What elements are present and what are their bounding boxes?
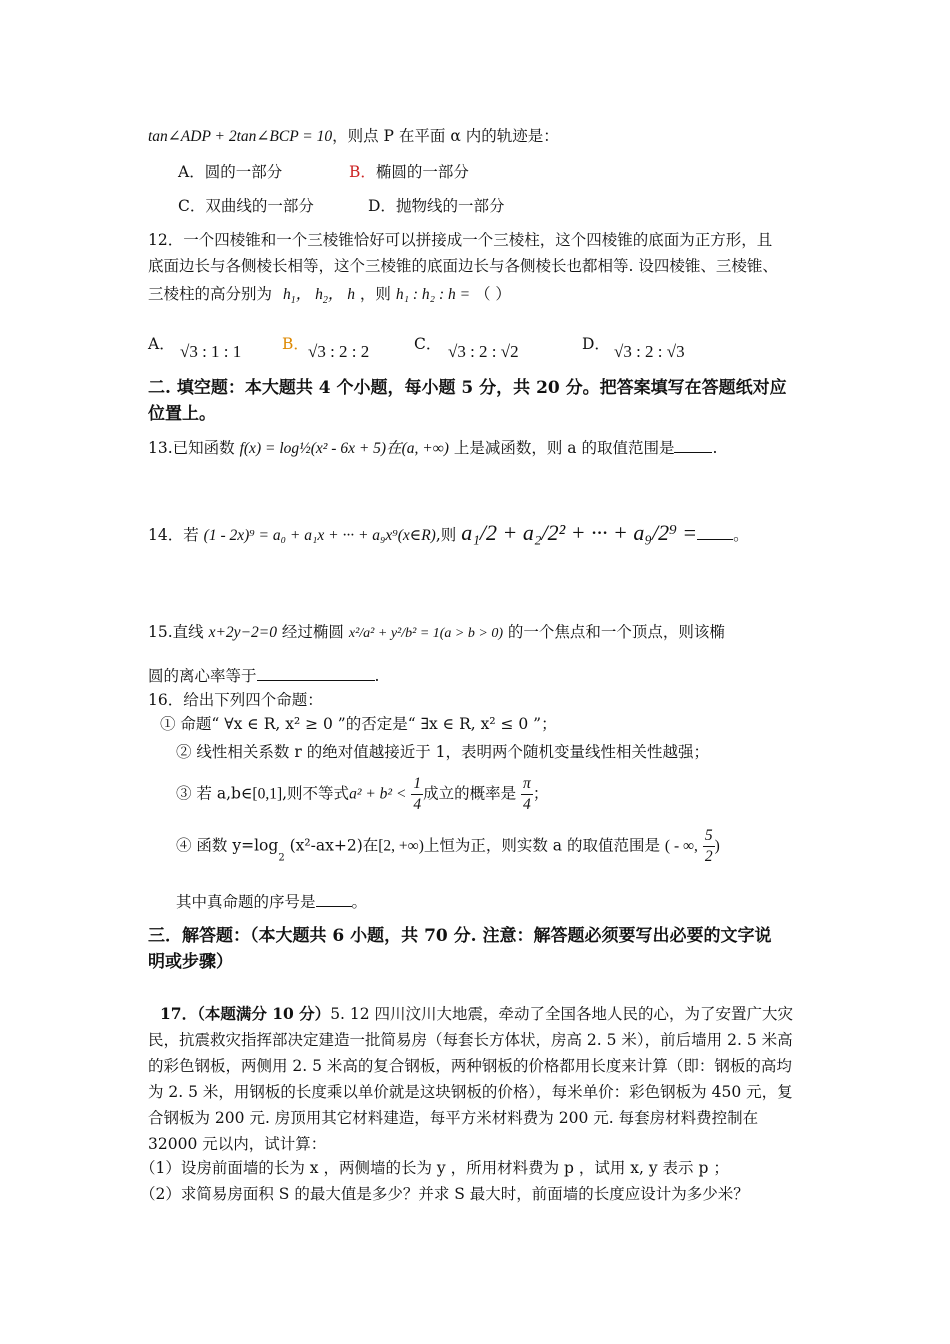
q14-end: 。 [733, 526, 749, 544]
q16-p3-probability: $\frac{\pi}{4}$ [523, 775, 531, 813]
q17-line2: 民，抗震救灾指挥部决定建造一批简易房（每套长方体状，房高 2. 5 米），前后墙用 2. 5 米高 [148, 1031, 793, 1049]
q15-mid: 经过椭圆 [281, 623, 344, 641]
q16-proposition-4 [176, 826, 720, 869]
q13-answer-blank[interactable] [674, 452, 712, 453]
q16-p3-interval: [0,1] [252, 785, 283, 803]
q14-sum: a₁/2 + a₂/2² + ··· + a₉/2⁹ = [461, 520, 698, 545]
q12-option-d-value: √3 : 2 : √3 [614, 342, 685, 361]
q12-ratio: h₁ : h₂ : h = [395, 286, 471, 303]
q15-line2 [148, 666, 379, 686]
q16-p4-range-fraction: $\frac{5}{2}$ [704, 827, 713, 865]
q17-line1-text: 5. 12 四川汶川大地震，牵动了全国各地人民的心，为了安置广大灾 [330, 1005, 794, 1023]
q16-p3-fraction: $\frac{1}{4}$ [413, 775, 422, 813]
q16-p4-base: 2 [278, 852, 285, 864]
option-text: 抛物线的一部分 [395, 197, 505, 215]
option-label: D． [368, 197, 396, 215]
q16-proposition-3 [176, 774, 548, 815]
q12-line2: 底面边长与各侧棱长相等，这个三棱锥的底面边长与各侧棱长也都相等. 设四棱锥、三棱锥、 [148, 257, 778, 275]
q15-line1 [148, 622, 725, 644]
q16-proposition-1: ① 命题“ ∀x ∈ R, x² ≥ 0 ”的否定是“ ∃x ∈ R, x² ≤ 0 ”； [160, 715, 557, 733]
q11-option-b [349, 162, 469, 182]
q16-conclusion-end: 。 [351, 893, 368, 911]
section2-heading-line1: 二. 填空题：本大题共 4 个小题，每小题 5 分，共 20 分。把答案填写在答题纸对应 [148, 378, 787, 398]
q15-pre: 15.直线 [148, 623, 204, 641]
q17-line5: 合钢板为 200 元. 房顶用其它材料建造，每平方米材料费为 200 元. 每套房材料费控制在 [148, 1109, 759, 1127]
q12-line3-pre: 三棱柱的高分别为 [148, 285, 273, 303]
q17-label: 17．（本题满分 10 分） [160, 1004, 331, 1023]
q15-ellipse: x²/a² + y²/b² = 1(a > b > 0) [348, 626, 503, 641]
q16-p3-mid: ,则不等式 [282, 784, 350, 803]
q11-formula: tan∠ADP + 2tan∠BCP = 10 [148, 128, 333, 145]
q12-paren: （ ） [475, 285, 511, 303]
q16-conclusion-text: 其中真命题的序号是 [176, 893, 316, 911]
option-label: A． [178, 163, 205, 181]
q17-sub1: （1）设房前面墙的长为 x ，两侧墙的长为 y ，所用材料费为 p ，试用 x, y 表示 p ； [140, 1159, 729, 1177]
q16-p4-range-pre: ( - ∞, [664, 837, 698, 855]
q11-option-d [368, 196, 504, 216]
q11-option-c [178, 196, 314, 216]
section2-heading-line2: 位置上。 [148, 404, 216, 424]
q11-option-a [178, 162, 282, 182]
q11-condition [148, 126, 559, 147]
option-label: A． [148, 335, 175, 353]
q16-answer-blank[interactable] [316, 906, 352, 907]
option-text: 椭圆的一部分 [375, 163, 469, 181]
q16-p4-pre: ④ 函数 y=log [176, 836, 279, 855]
q12-option-b: B． [282, 335, 309, 353]
q17-line1 [160, 1004, 793, 1024]
q14-answer-blank[interactable] [697, 539, 733, 540]
q11-text: ，则点 P 在平面 α 内的轨迹是： [332, 127, 559, 145]
q17-line3: 的彩色钢板，两侧用 2. 5 米高的复合钢板，两种钢板的价格都用长度来计算（即：钢板的高均 [148, 1057, 792, 1075]
q16-p3-text: 成立的概率是 [423, 784, 517, 803]
section3-heading-line2: 明或步骤） [148, 952, 233, 972]
q15-line-eq: x+2y−2=0 [208, 624, 277, 641]
q16-conclusion [176, 892, 367, 912]
option-label: C． [178, 197, 206, 215]
q17-line6: 32000 元以内，试计算： [148, 1135, 327, 1153]
q14-mid: ,则 [435, 526, 457, 544]
q16-proposition-2: ② 线性相关系数 r 的绝对值越接近于 1，表明两个随机变量线性相关性越强； [176, 743, 709, 761]
q16-title: 16．给出下列四个命题： [148, 691, 323, 709]
q12-option-a-value: √3 : 1 : 1 [180, 342, 242, 361]
q16-p3-inequality: a² + b² < [349, 785, 407, 803]
q12-line1: 12．一个四棱锥和一个三棱锥恰好可以拼接成一个三棱柱，这个四棱锥的底面为正方形，且 [148, 231, 773, 249]
q13-end: . [712, 439, 718, 457]
q13-post: 上是减函数，则 a 的取值范围是 [453, 439, 675, 457]
section3-heading-line1: 三．解答题：（本大题共 6 小题，共 70 分. 注意：解答题必须要写出必要的文字说 [148, 926, 772, 946]
q16-p3-pre: ③ 若 a,b∈ [176, 784, 253, 803]
q14 [148, 518, 749, 551]
q14-formula: (1 - 2x)⁹ = a₀ + a₁x + ··· + a₉x⁹(x∈R) [203, 527, 436, 544]
q12-option-a [148, 334, 175, 354]
q15-end: . [374, 667, 380, 685]
q15-line2-text: 圆的离心率等于 [148, 667, 257, 685]
q13-pre: 13.已知函数 [148, 439, 235, 457]
q12-option-c-value: √3 : 2 : √2 [448, 342, 519, 361]
q15-answer-blank[interactable] [257, 680, 375, 681]
q16-p3-end: ； [532, 784, 549, 803]
q16-p4-arg: (x²-ax+2)在 [289, 836, 379, 855]
option-text: 圆的一部分 [204, 163, 283, 181]
q13-formula: f(x) = log½(x² - 6x + 5)在(a, +∞) [239, 440, 449, 457]
q17-sub2: （2）求简易房面积 S 的最大值是多少？并求 S 最大时，前面墙的长度应设计为多少米？ [140, 1185, 749, 1203]
q12-line3: 三棱柱的高分别为 $h_1$， $h_2$， h ，则 h₁ : h₂ : h = （ ） [148, 285, 511, 307]
q15-post: 的一个焦点和一个顶点，则该椭 [507, 623, 725, 641]
q16-p4-range-post: ) [714, 837, 720, 855]
q16-p4-interval: [2, +∞) [378, 837, 424, 855]
option-text: 双曲线的一部分 [205, 197, 314, 215]
option-label: B． [349, 163, 376, 181]
q17-line4: 为 2. 5 米，用钢板的长度乘以单价就是这块钢板的价格），每米单价：彩色钢板为 450 元，复 [148, 1083, 793, 1101]
q16-p4-mid: 上恒为正，则实数 a 的取值范围是 [423, 836, 660, 855]
q12-option-b-value: √3 : 2 : 2 [308, 342, 370, 361]
q12-option-c: C． [414, 335, 442, 353]
q12-option-d: D． [582, 335, 610, 353]
q12-line3-mid: ，则 [359, 285, 391, 303]
q13 [148, 438, 717, 459]
q14-pre: 14．若 [148, 526, 199, 544]
